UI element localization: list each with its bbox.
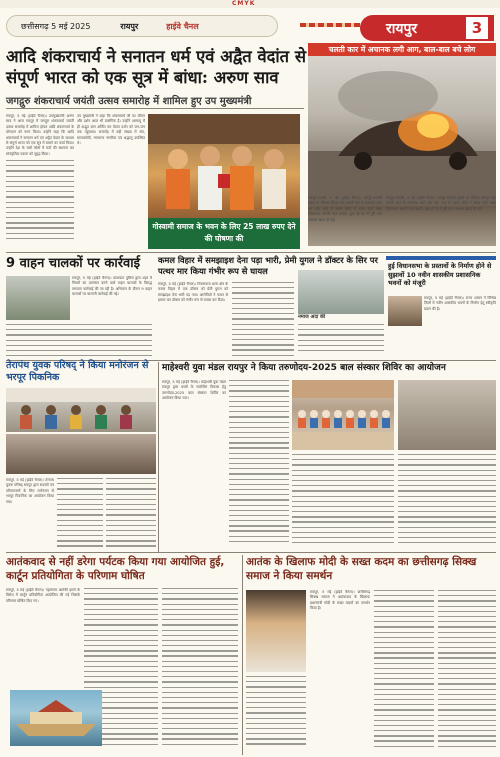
- masthead-pill: [6, 15, 278, 37]
- vehicle-photo: [6, 276, 70, 320]
- cmyk-mark: CMYK: [232, 0, 256, 7]
- cartoon-body: रायपुर, 5 मई (हाईवे चैनल)। पहलगाम आतंकी हमले के विरोध में कार्टून प्रतियोगिता आयोजित की गई जिसके परिणाम घोषित किए गए।: [6, 588, 80, 603]
- sikh-lines: [374, 590, 434, 752]
- lead-photo-banner: गोस्वामी समाज के भवन के लिए 25 लाख रुपए देने की घोषणा की: [148, 218, 300, 249]
- accent-bar: [386, 256, 496, 260]
- maheshwari-lines-3: [398, 454, 496, 548]
- terapanth-art: [6, 388, 156, 432]
- column-rule: [242, 555, 243, 755]
- lead-text-lines: [6, 160, 74, 246]
- boat-art: [10, 690, 102, 746]
- maheshwari-body: रायपुर, 5 मई (हाईवे चैनल)। माहेश्वरी युवा मंडल रायपुर द्वारा बच्चों के सर्वांगीण विकास हेतु तरुणोदय-2025 बाल संस्कार शिविर का आयोजन किया गया।: [162, 380, 226, 401]
- vehicle-text-lines: [6, 324, 152, 358]
- divider: [6, 252, 496, 253]
- buildings-headline: हुई विधानसभा के प्रस्तावों के निर्माण होने से सुझावों 10 नवीन शासकीय प्रशासनिक भवनों को मंजूरी: [388, 262, 492, 287]
- maheshwari-headline: माहेश्वरी युवा मंडल रायपुर ने किया तरुणोदय-2025 बाल संस्कार शिविर का आयोजन: [162, 363, 446, 373]
- maheshwari-lines: [229, 380, 289, 548]
- kamal-vihar-body: रायपुर, 5 मई (हाईवे चैनल)। टिकरापारा थाना क्षेत्र के कमल विहार में एक डॉक्टर को प्रेमी युगल को समझाइश देना भारी पड़ गया। आरोपियों ने पत्थर से हमला कर डॉक्टर को गंभीर रूप से घायल कर दिया।: [158, 282, 228, 303]
- cartoon-headline: आतंकवाद से नहीं डरेगा पर्यटक किया गया आयोजित हुई, कार्टून प्रतियोगिता के परिणाम घोषित: [6, 556, 225, 582]
- maheshwari-art: [292, 380, 394, 450]
- maheshwari-photo: [292, 380, 394, 450]
- cartoon-boat-photo: [10, 690, 102, 746]
- sikh-lines-3: [246, 676, 306, 752]
- section-name: रायपुर: [386, 21, 418, 37]
- buildings-photo: [388, 296, 422, 326]
- lead-body-col2: उप मुख्यमंत्री ने कहा कि शंकराचार्य जी का जीवन और दर्शन आज भी प्रासंगिक है। उन्होंने अल्पायु में ही अद्भुत ज्ञान अर्जित कर वेदांत दर्शन को जन-जन तक पहुंचाया। समारोह में बड़ी संख्या में संत, समाजसेवी, गणमान्य नागरिक एवं श्रद्धालु उपस्थित थे।: [77, 114, 145, 146]
- column-rule: [158, 362, 159, 552]
- maheshwari-lines-2: [292, 454, 394, 548]
- masthead-ornament: [300, 23, 360, 27]
- lead-photo-art: [148, 114, 300, 218]
- sikh-photo: [246, 590, 306, 672]
- kamal-vihar-lines: [232, 282, 294, 358]
- cartoon-lines-2: [162, 588, 238, 752]
- kamal-vihar-lines-2: [298, 324, 384, 358]
- car-fire-headline: चलती कार में अचानक लगी आग, बाल-बाल बचे लोग: [308, 43, 496, 57]
- sikh-headline: आतंक के खिलाफ मोदी के सख्त कदम का छत्तीसगढ़ सिक्ख समाज ने किया समर्थन: [246, 556, 477, 582]
- car-fire-body: रायपुर-धमतरी, 5 मई (हाईवे चैनल)। रायपुर-धमतरी हाइवे पर रविवार दोपहर एक चलती कार में अचानक आग लग गई। कार में सवार लोगों ने समय रहते बाहर निकलकर अपनी जान बचाई। कुछ ही देर में पूरी कार जलकर खाक हो गई।: [386, 196, 496, 211]
- terapanth-photo-2: [6, 434, 156, 474]
- lead-subhead: जगद्गुरु शंकराचार्य जयंती उत्सव समारोह में शामिल हुए उप मुख्यमंत्री: [6, 96, 252, 107]
- page-number: 3: [466, 17, 488, 39]
- divider: [6, 108, 304, 109]
- kamal-vihar-headline: कमल विहार में समझाइश देना पड़ा भारी, प्रेमी युगल ने डॉक्टर के सिर पर पत्थर मार किया गंभीर रूप से घायल: [158, 255, 378, 276]
- sikh-body: रायपुर, 5 मई (हाईवे चैनल)। छत्तीसगढ़ सिक्ख समाज ने आतंकवाद के खिलाफ प्रधानमंत्री मोदी के सख्त कदमों का समर्थन किया है।: [310, 590, 370, 611]
- lead-body-col1: रायपुर, 5 मई (हाईवे चैनल)। उपमुख्यमंत्री अरुण साव ने आज रायपुर में जगद्गुरु शंकराचार्य जयंती उत्सव समारोह में शामिल होकर आदि शंकराचार्य के योगदान को नमन किया। उन्होंने कहा कि आदि शंकराचार्य ने सनातन धर्म एवं अद्वैत वेदांत के माध्यम से संपूर्ण भारत को एक सूत्र में बांधने का कार्य किया। उन्होंने देश के चारों कोनों में मठों की स्थापना कर सांस्कृतिक एकता को सुदृढ़ किया।: [6, 114, 74, 156]
- vehicle-headline: 9 वाहन चालकों पर कार्रवाई: [6, 256, 140, 271]
- kamal-vihar-photo: [298, 270, 384, 314]
- section-banner: [360, 15, 494, 41]
- masthead: [0, 9, 500, 43]
- terapanth-lines-2: [106, 478, 156, 548]
- maheshwari-photo-2: [398, 380, 496, 450]
- masthead-city: रायपुर: [120, 21, 139, 31]
- car-fire-art: [308, 56, 496, 206]
- issue-date: छत्तीसगढ़ 5 मई 2025: [21, 21, 91, 31]
- terapanth-lines: [57, 478, 103, 548]
- sikh-lines-2: [438, 590, 496, 752]
- terapanth-body: रायपुर, 5 मई (हाईवे चैनल)। तेरापंथ युवक परिषद् रायपुर द्वारा सदस्यों एवं परिवारजनों के लिए मनोरंजन से भरपूर पिकनिक का आयोजन किया गया।: [6, 478, 54, 504]
- buildings-body: रायपुर, 5 मई (हाईवे चैनल)। राज्य शासन ने विभिन्न जिलों में नवीन शासकीय भवनों के निर्माण हेतु स्वीकृति प्रदान की है।: [424, 296, 496, 311]
- vehicle-body: रायपुर, 5 मई (हाईवे चैनल)। यातायात पुलिस द्वारा शहर में नियमों का उल्लंघन करने वाले वाहन चालकों के विरुद्ध लगातार कार्रवाई की जा रही है। अभियान के दौरान 9 वाहन चालकों पर चालानी कार्रवाई की गई।: [72, 276, 152, 297]
- terapanth-headline: तेरापंथ युवक परिषद् ने किया मनोरंजन से भरपूर पिकनिक: [6, 360, 149, 383]
- terapanth-photo: [6, 388, 156, 432]
- divider: [6, 552, 496, 553]
- kamal-vihar-photo-caption: नमाज अदा की: [298, 314, 326, 320]
- car-fire-body-extra: रायपुर-धमतरी, 5 मई (हाईवे चैनल)। रायपुर-धमतरी हाइवे पर रविवार दोपहर एक चलती कार में अचानक आग लग गई। कार में सवार लोगों ने समय रहते बाहर निकलकर अपनी जान बचाई। कुछ ही देर में पूरी कार जलकर खाक हो गई।: [308, 196, 382, 222]
- lead-headline: आदि शंकराचार्य ने सनातन धर्म एवं अद्वैत वेदांत से संपूर्ण भारत को एक सूत्र में बांधा: अरुण साव: [6, 47, 306, 87]
- channel-logo: हाईवे चैनल: [166, 21, 199, 31]
